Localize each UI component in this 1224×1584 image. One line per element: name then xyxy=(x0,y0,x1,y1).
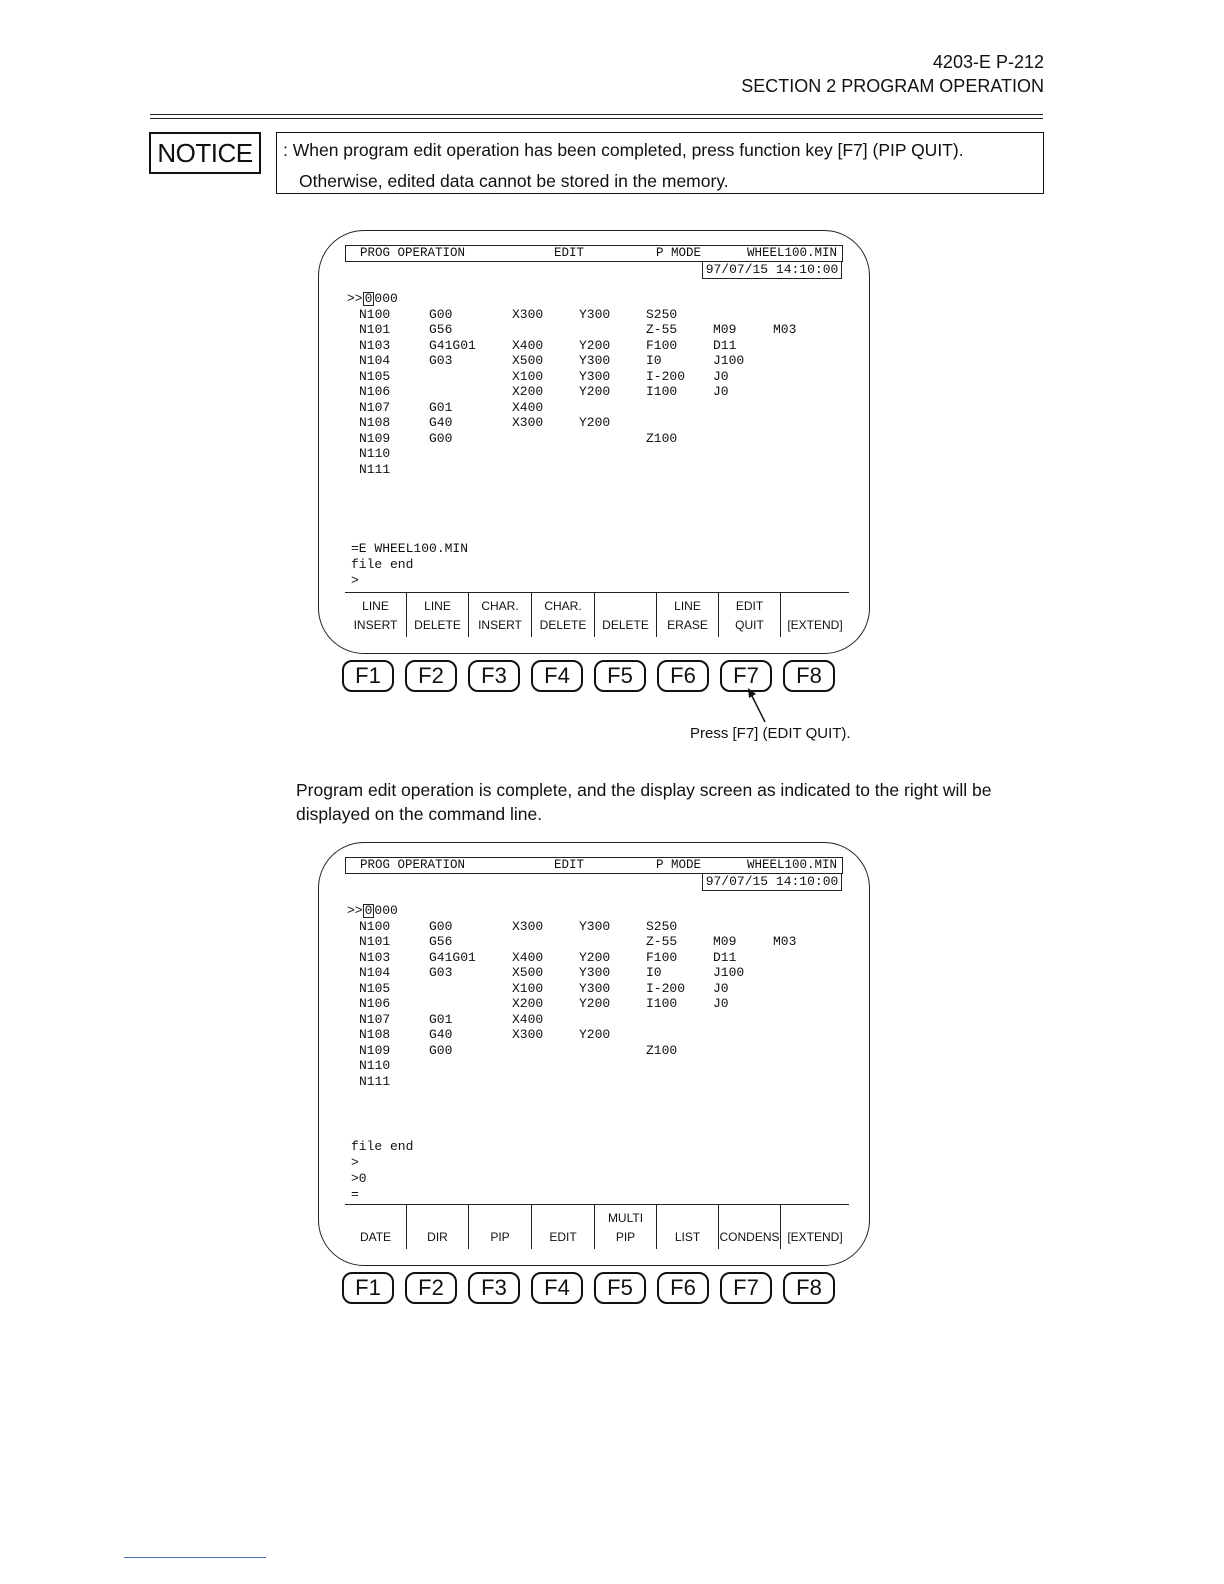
program-block-row xyxy=(347,384,729,400)
function-key-label-bar xyxy=(345,592,849,637)
block-word: Y200 xyxy=(579,996,611,1011)
fkey-label-8[interactable] xyxy=(780,1205,849,1249)
block-word: Y200 xyxy=(579,949,611,965)
fkey-label-3[interactable] xyxy=(468,1205,531,1249)
program-block-row xyxy=(347,1042,678,1059)
block-word: X400 xyxy=(512,337,544,353)
prompt-prefix: >> xyxy=(347,903,363,918)
fkey-label-4[interactable] xyxy=(531,1205,594,1249)
block-word: N111 xyxy=(359,461,391,477)
fkey-label-7[interactable] xyxy=(718,1205,780,1249)
function-key-f8[interactable]: F8 xyxy=(783,1272,835,1304)
function-key-f1[interactable]: F1 xyxy=(342,660,394,692)
program-listing xyxy=(347,291,797,477)
block-word: G40 xyxy=(429,415,453,430)
fkey-label-top: LINE xyxy=(674,599,701,613)
block-word: G01 xyxy=(429,399,453,415)
page-reference: 4203-E P-212 xyxy=(932,52,1044,72)
function-key-f6[interactable]: F6 xyxy=(657,660,709,692)
fkey-label-1[interactable] xyxy=(345,1205,406,1249)
page-header xyxy=(741,50,1044,98)
fkey-label-bottom: DATE xyxy=(359,1230,392,1244)
fkey-label-bottom: INSERT xyxy=(353,618,398,632)
block-word: N108 xyxy=(359,1027,391,1042)
command-line-messages xyxy=(351,1139,413,1203)
notice-box xyxy=(276,132,1044,194)
notice-line-2: Otherwise, edited data cannot be stored in the memory. xyxy=(299,171,729,191)
program-block-row xyxy=(347,918,678,935)
block-word: J100 xyxy=(713,353,745,368)
block-word: M03 xyxy=(773,322,797,337)
program-block-row xyxy=(347,980,729,997)
fkey-label-bottom: CONDENS xyxy=(719,1230,780,1244)
block-word: X200 xyxy=(512,996,544,1011)
edit-cursor: 0 xyxy=(364,903,373,918)
fkey-label-bottom: DELETE xyxy=(539,618,587,632)
block-word: N109 xyxy=(359,430,391,446)
program-number: 000 xyxy=(374,291,398,306)
block-word: S250 xyxy=(646,918,678,934)
fkey-label-bottom: LIST xyxy=(674,1230,701,1244)
program-block-row xyxy=(347,353,745,369)
block-word: N108 xyxy=(359,415,391,430)
program-block-row xyxy=(347,399,544,416)
screen-title-bar xyxy=(345,857,843,874)
block-word: G03 xyxy=(429,965,453,980)
fkey-label-6[interactable] xyxy=(656,1205,718,1249)
function-key-f4[interactable]: F4 xyxy=(531,660,583,692)
program-block-row xyxy=(347,446,398,462)
function-key-f2[interactable]: F2 xyxy=(405,660,457,692)
block-word: I100 xyxy=(646,996,678,1011)
fkey-label-7[interactable] xyxy=(718,593,780,637)
fkey-label-top xyxy=(469,1209,531,1228)
block-word: G01 xyxy=(429,1011,453,1027)
block-word: N111 xyxy=(359,1073,391,1089)
block-word: J0 xyxy=(713,980,729,996)
screen-file-name: WHEEL100.MIN xyxy=(747,858,838,872)
block-word: G41G01 xyxy=(429,337,476,353)
screen-title-bar xyxy=(345,245,843,262)
block-word: X400 xyxy=(512,1011,544,1027)
command-line-text: = xyxy=(351,1187,359,1202)
block-word: N104 xyxy=(359,353,391,368)
section-title: SECTION 2 PROGRAM OPERATION xyxy=(741,76,1044,96)
block-word: Y200 xyxy=(579,415,611,430)
function-key-f2[interactable]: F2 xyxy=(405,1272,457,1304)
block-word: N110 xyxy=(359,1058,391,1073)
program-block-row xyxy=(347,368,729,385)
function-key-f4[interactable]: F4 xyxy=(531,1272,583,1304)
program-block-row xyxy=(347,949,737,966)
program-block-row xyxy=(347,1074,398,1090)
fkey-label-top xyxy=(781,1209,849,1228)
command-line-text: file end xyxy=(351,557,414,572)
command-line-text: >0 xyxy=(351,1171,367,1186)
program-block-row xyxy=(347,1027,611,1043)
block-word: G56 xyxy=(429,322,453,337)
block-word: Y200 xyxy=(579,337,611,353)
fkey-label-bottom: DELETE xyxy=(414,618,461,632)
press-f7-caption: Press [F7] (EDIT QUIT). xyxy=(690,725,851,742)
screen-mode-name: PROG OPERATION xyxy=(360,246,466,260)
block-word: G00 xyxy=(429,430,453,446)
program-block-row xyxy=(347,462,398,478)
fkey-label-bottom: ERASE xyxy=(667,618,708,632)
block-word: M03 xyxy=(773,934,797,949)
fkey-label-8[interactable] xyxy=(780,593,849,637)
block-word: J0 xyxy=(713,368,729,384)
block-word: I-200 xyxy=(646,980,686,996)
block-word: M09 xyxy=(713,934,737,949)
block-word: I0 xyxy=(646,353,662,368)
block-word: I100 xyxy=(646,384,678,399)
fkey-label-2[interactable] xyxy=(406,1205,468,1249)
block-word: G03 xyxy=(429,353,453,368)
nc-screen-edit xyxy=(318,230,870,654)
fkey-label-top: CHAR. xyxy=(481,599,519,613)
block-word: X200 xyxy=(512,384,544,399)
screen-pmode: P MODE xyxy=(656,858,702,872)
block-word: Z-55 xyxy=(646,322,678,337)
block-word: Y300 xyxy=(579,368,611,384)
function-key-f1[interactable]: F1 xyxy=(342,1272,394,1304)
function-key-f5[interactable]: F5 xyxy=(594,660,646,692)
program-header-line xyxy=(347,291,398,307)
fkey-label-top: MULTI xyxy=(607,1211,644,1225)
fkey-label-6[interactable] xyxy=(656,593,718,637)
notice-line-1: : When program edit operation has been completed, press function key [F7] (PIP QUIT). xyxy=(283,140,964,160)
fkey-label-top xyxy=(719,1209,780,1228)
screen-datetime: 97/07/15 14:10:00 xyxy=(702,873,842,891)
block-word: N101 xyxy=(359,934,391,949)
block-word: N103 xyxy=(359,337,391,353)
fkey-label-bottom: DELETE xyxy=(602,618,649,632)
edit-cursor: 0 xyxy=(364,291,373,306)
fkey-label-bottom: QUIT xyxy=(735,618,764,632)
screen-submode: EDIT xyxy=(554,858,585,872)
block-word: X100 xyxy=(512,980,544,996)
fkey-label-4[interactable] xyxy=(531,593,594,637)
program-number: 000 xyxy=(374,903,398,918)
fkey-label-2[interactable] xyxy=(406,593,468,637)
block-word: Y300 xyxy=(579,980,611,996)
block-word: I0 xyxy=(646,965,662,980)
command-line-text: =E WHEEL100.MIN xyxy=(351,541,469,556)
block-word: D11 xyxy=(713,949,737,965)
fkey-label-top xyxy=(532,1209,594,1228)
block-word: Z100 xyxy=(646,430,678,446)
result-paragraph: Program edit operation is complete, and the display screen as indicated to the right will be displayed on the command line. xyxy=(296,780,992,824)
block-word: N106 xyxy=(359,384,391,399)
block-word: I-200 xyxy=(646,368,686,384)
block-word: F100 xyxy=(646,337,678,353)
arrow-to-f7-icon xyxy=(745,686,775,726)
block-word: N105 xyxy=(359,368,391,384)
function-key-f3[interactable]: F3 xyxy=(468,660,520,692)
program-block-row xyxy=(347,934,797,950)
block-word: Z100 xyxy=(646,1042,678,1058)
block-word: X100 xyxy=(512,368,544,384)
block-word: G00 xyxy=(429,306,453,322)
fkey-label-top: EDIT xyxy=(735,599,764,613)
fkey-label-bottom: [EXTEND] xyxy=(787,1230,843,1244)
block-word: N105 xyxy=(359,980,391,996)
block-word: Y300 xyxy=(579,918,611,934)
block-word: D11 xyxy=(713,337,737,353)
function-key-f7[interactable]: F7 xyxy=(720,660,772,692)
block-word: Y300 xyxy=(579,306,611,322)
program-block-row xyxy=(347,415,611,431)
block-word: Z-55 xyxy=(646,934,678,949)
notice-label: NOTICE xyxy=(149,132,261,174)
fkey-label-bottom: INSERT xyxy=(478,618,522,632)
fkey-label-bottom: DIR xyxy=(427,1230,448,1244)
fkey-label-bottom: PIP xyxy=(615,1230,636,1244)
program-block-row xyxy=(347,996,729,1012)
program-block-row xyxy=(347,965,745,981)
block-word: G00 xyxy=(429,1042,453,1058)
fkey-label-top xyxy=(781,597,849,616)
block-word: G41G01 xyxy=(429,949,476,965)
fkey-label-top xyxy=(407,1209,468,1228)
command-line-text: > xyxy=(351,1155,359,1170)
fkey-label-bottom: EDIT xyxy=(549,1230,577,1244)
block-word: J0 xyxy=(713,996,729,1011)
fkey-label-top: CHAR. xyxy=(544,599,582,613)
program-block-row xyxy=(347,1058,398,1074)
prompt-prefix: >> xyxy=(347,291,363,306)
block-word: X300 xyxy=(512,415,544,430)
function-key-f7[interactable]: F7 xyxy=(720,1272,772,1304)
fkey-label-3[interactable] xyxy=(468,593,531,637)
command-line-text: > xyxy=(351,573,359,588)
fkey-label-5[interactable] xyxy=(594,593,656,637)
fkey-label-top xyxy=(595,597,656,616)
block-word: X400 xyxy=(512,949,544,965)
fkey-label-top xyxy=(657,1209,718,1228)
block-word: Y200 xyxy=(579,1027,611,1042)
nc-screen-command xyxy=(318,842,870,1266)
block-word: X300 xyxy=(512,918,544,934)
block-word: X300 xyxy=(512,1027,544,1042)
fkey-label-1[interactable] xyxy=(345,593,406,637)
block-word: X400 xyxy=(512,399,544,415)
block-word: N107 xyxy=(359,399,391,415)
block-word: Y200 xyxy=(579,384,611,399)
screen-submode: EDIT xyxy=(554,246,585,260)
block-word: N104 xyxy=(359,965,391,980)
fkey-label-bottom: PIP xyxy=(490,1230,510,1244)
command-line-messages xyxy=(351,541,468,589)
block-word: N106 xyxy=(359,996,391,1011)
command-line-text: file end xyxy=(351,1139,414,1154)
block-word: N110 xyxy=(359,446,391,461)
program-block-row xyxy=(347,322,797,338)
program-block-row xyxy=(347,430,678,447)
footnote-rule xyxy=(124,1557,266,1558)
program-header-line xyxy=(347,903,398,919)
function-key-label-bar xyxy=(345,1204,849,1249)
fkey-label-top xyxy=(345,1209,406,1228)
screen-datetime: 97/07/15 14:10:00 xyxy=(702,261,842,279)
function-key-f5[interactable]: F5 xyxy=(594,1272,646,1304)
block-word: G56 xyxy=(429,934,453,949)
screen-pmode: P MODE xyxy=(656,246,702,260)
program-block-row xyxy=(347,1011,544,1028)
function-key-f8[interactable]: F8 xyxy=(783,660,835,692)
block-word: Y300 xyxy=(579,965,611,980)
block-word: X500 xyxy=(512,965,544,980)
fkey-label-top: LINE xyxy=(362,599,389,613)
block-word: N107 xyxy=(359,1011,391,1027)
block-word: F100 xyxy=(646,949,678,965)
block-word: N100 xyxy=(359,918,391,934)
block-word: G00 xyxy=(429,918,453,934)
block-word: G40 xyxy=(429,1027,453,1042)
fkey-label-5[interactable] xyxy=(594,1205,656,1249)
block-word: S250 xyxy=(646,306,678,322)
screen-file-name: WHEEL100.MIN xyxy=(747,246,838,260)
block-word: X500 xyxy=(512,353,544,368)
screen-mode-name: PROG OPERATION xyxy=(360,858,466,872)
block-word: N101 xyxy=(359,322,391,337)
fkey-label-bottom: [EXTEND] xyxy=(787,618,843,632)
block-word: N103 xyxy=(359,949,391,965)
program-listing xyxy=(347,903,797,1089)
block-word: Y300 xyxy=(579,353,611,368)
program-block-row xyxy=(347,306,678,323)
block-word: J100 xyxy=(713,965,745,980)
program-block-row xyxy=(347,337,737,354)
header-rule xyxy=(150,114,1043,115)
function-key-f3[interactable]: F3 xyxy=(468,1272,520,1304)
block-word: J0 xyxy=(713,384,729,399)
block-word: N109 xyxy=(359,1042,391,1058)
block-word: N100 xyxy=(359,306,391,322)
block-word: X300 xyxy=(512,306,544,322)
function-key-f6[interactable]: F6 xyxy=(657,1272,709,1304)
block-word: M09 xyxy=(713,322,737,337)
header-rule-2 xyxy=(150,118,1043,119)
fkey-label-top: LINE xyxy=(424,599,451,613)
